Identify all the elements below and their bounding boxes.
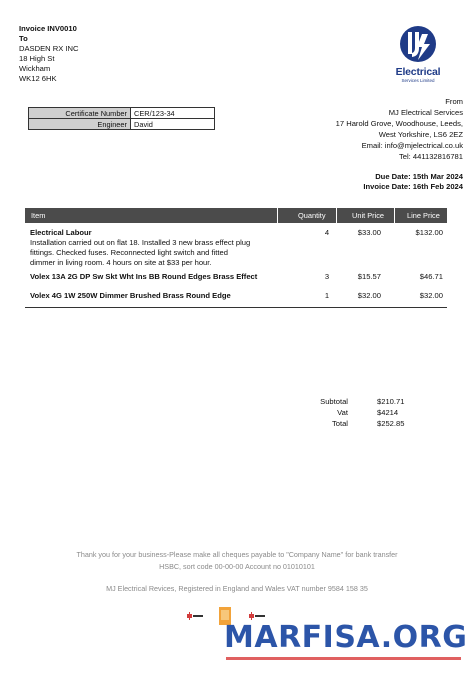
item-line-price: $46.71 bbox=[419, 272, 443, 281]
certificate-row bbox=[29, 119, 215, 130]
from-address-block bbox=[336, 96, 463, 162]
invoice-date: Invoice Date: 16th Feb 2024 bbox=[363, 182, 463, 191]
item-description bbox=[30, 272, 300, 282]
header-divider bbox=[394, 208, 395, 223]
item-unit-price: $33.00 bbox=[357, 228, 381, 237]
client-line: DASDEN RX INC bbox=[19, 44, 79, 53]
vat-label: Vat bbox=[337, 408, 348, 417]
item-title: Volex 13A 2G DP Sw Skt Wht Ins BB Round Edges Brass Effect bbox=[30, 272, 258, 281]
engineer-value: David bbox=[131, 119, 215, 130]
item-quantity: 4 bbox=[324, 228, 330, 237]
item-quantity: 1 bbox=[324, 291, 330, 300]
item-detail: dimmer in living room. 4 hours on site at $33 per hour. bbox=[30, 258, 212, 267]
dates-block bbox=[363, 172, 463, 192]
from-line: 17 Harold Grove, Woodhouse, Leeds, bbox=[335, 119, 463, 128]
certificate-number-label: Certificate Number bbox=[29, 108, 131, 119]
item-unit-price: $15.57 bbox=[357, 272, 381, 281]
header-unit-price: Unit Price bbox=[352, 211, 385, 220]
item-detail: fittings. Checked fuses. Reconnected light switch and fitted bbox=[30, 248, 228, 257]
header-divider bbox=[336, 208, 337, 223]
certificate-table bbox=[28, 107, 215, 130]
client-line: 18 High St bbox=[19, 54, 55, 63]
footer-payment-line: Thank you for your business-Please make all cheques payable to "Company Name" for bank transfer bbox=[76, 550, 398, 559]
item-title: Electrical Labour bbox=[30, 228, 92, 237]
item-description bbox=[30, 291, 300, 301]
from-line: West Yorkshire, LS6 2EZ bbox=[378, 130, 463, 139]
watermark-text: MARFISA.ORG bbox=[224, 620, 468, 655]
subtotal-label: Subtotal bbox=[320, 397, 348, 406]
due-date: Due Date: 15th Mar 2024 bbox=[375, 172, 463, 181]
footer-registration-line: MJ Electrical Revices, Registered in England and Wales VAT number 9584 158 35 bbox=[106, 584, 368, 593]
vat-value: $4214 bbox=[377, 408, 399, 417]
item-detail: Installation carried out on flat 18. Installed 3 new brass effect plug bbox=[30, 238, 251, 247]
footer-bank-line: HSBC, sort code 00-00-00 Account no 01010101 bbox=[159, 562, 315, 571]
header-divider bbox=[277, 208, 278, 223]
item-title: Volex 4G 1W 250W Dimmer Brushed Brass Round Edge bbox=[30, 291, 231, 300]
header-quantity: Quantity bbox=[298, 211, 326, 220]
item-description bbox=[30, 228, 280, 268]
invoice-number: Invoice INV0010 bbox=[19, 24, 77, 33]
total-value: $252.85 bbox=[377, 419, 405, 428]
item-line-price: $132.00 bbox=[415, 228, 443, 237]
from-phone: Tel: 441132816781 bbox=[398, 152, 463, 161]
to-label: To bbox=[19, 34, 28, 43]
accreditation-badge-icon bbox=[186, 610, 204, 622]
item-line-price: $32.00 bbox=[419, 291, 443, 300]
client-address-block bbox=[19, 24, 79, 84]
logo-name: Electrical bbox=[395, 66, 441, 78]
certificate-number-value: CER/123-34 bbox=[131, 108, 215, 119]
client-line: Wickham bbox=[19, 64, 51, 73]
items-table-bottom-rule bbox=[25, 307, 447, 308]
header-item: Item bbox=[31, 211, 46, 220]
total-label: Total bbox=[331, 419, 348, 428]
from-label: From bbox=[445, 97, 463, 106]
engineer-label: Engineer bbox=[29, 119, 131, 130]
items-table-header bbox=[25, 208, 447, 223]
client-line: WK12 6HK bbox=[19, 74, 57, 83]
item-quantity: 3 bbox=[324, 272, 330, 281]
from-email: Email: info@mjelectrical.co.uk bbox=[361, 141, 463, 150]
logo-subtitle: Services Limited bbox=[401, 78, 435, 83]
item-unit-price: $32.00 bbox=[357, 291, 381, 300]
watermark-underline bbox=[226, 657, 461, 660]
from-line: MJ Electrical Services bbox=[388, 108, 463, 117]
subtotal-value: $210.71 bbox=[377, 397, 405, 406]
certificate-row bbox=[29, 108, 215, 119]
header-line-price: Line Price bbox=[407, 211, 440, 220]
